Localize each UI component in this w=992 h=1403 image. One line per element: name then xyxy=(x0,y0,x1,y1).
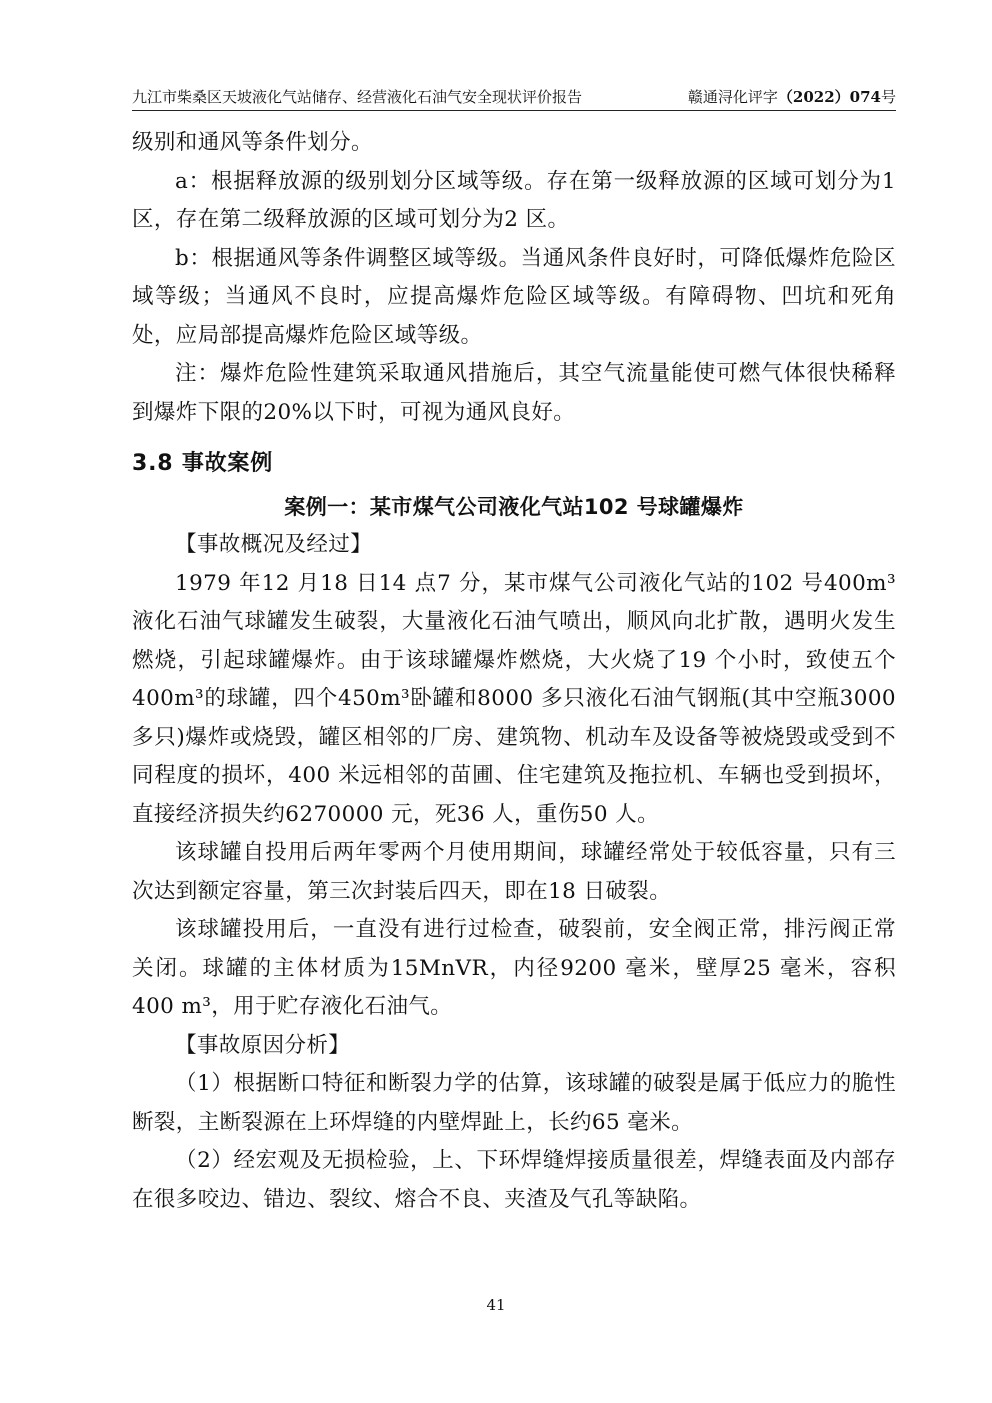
overview-paragraph-2: 该球罐自投用后两年零两个月使用期间，球罐经常处于较低容量，只有三次达到额定容量，第三次封装后四天，即在18 日破裂。 xyxy=(132,840,896,904)
overview-heading: 【事故概况及经过】 xyxy=(175,532,373,557)
page-number: 41 xyxy=(486,1296,506,1314)
page-header xyxy=(132,84,896,111)
overview-paragraph-3: 该球罐投用后，一直没有进行过检查，破裂前，安全阀正常，排污阀正常关闭。球罐的主体材质为15MnVR，内径9200 毫米，壁厚25 毫米，容积400 m³，用于贮存液化石油气。 xyxy=(132,917,896,1019)
paragraph-note: 注：爆炸危险性建筑采取通风措施后，其空气流量能使可燃气体很快稀释到爆炸下限的20%以下时，可视为通风良好。 xyxy=(132,361,896,425)
paragraph-continuation: 级别和通风等条件划分。 xyxy=(132,130,373,155)
overview-paragraph-1: 1979 年12 月18 日14 点7 分，某市煤气公司液化气站的102 号400m³液化石油气球罐发生破裂，大量液化石油气喷出，顺风向北扩散，遇明火发生燃烧，引起球罐爆炸。由于该球罐爆炸燃烧，大火烧了19 个小时，致使五个400m³的球罐，四个450m³卧罐和8000 多只液化石油气钢瓶(其中空瓶3000 多只)爆炸或烧毁，罐区相邻的厂房、建筑物、机动车及设备等被烧毁或受到不同程度的损坏，400 米远相邻的苗圃、住宅建筑及拖拉机、车辆也受到损坏，直接经济损失约6270000 元，死36 人，重伤50 人。 xyxy=(132,570,896,827)
doc-suffix: 号 xyxy=(880,88,896,106)
doc-prefix: 赣通浔化评字 xyxy=(687,88,778,106)
section-heading: 3.8 事故案例 xyxy=(132,451,274,476)
cause-paragraph-2: （2）经宏观及无损检验，上、下环焊缝焊接质量很差，焊缝表面及内部存在很多咬边、错边、裂纹、熔合不良、夹渣及气孔等缺陷。 xyxy=(132,1148,896,1212)
paragraph-rule-a: a：根据释放源的级别划分区域等级。存在第一级释放源的区域可划分为1 区，存在第二级释放源的区域可划分为2 区。 xyxy=(132,168,896,232)
report-title: 九江市柴桑区天坡液化气站储存、经营液化石油气安全现状评价报告 xyxy=(132,88,583,106)
doc-number: （2022）074 xyxy=(777,88,881,106)
cause-heading: 【事故原因分析】 xyxy=(175,1032,351,1058)
paragraph-rule-b: b：根据通风等条件调整区域等级。当通风条件良好时，可降低爆炸危险区域等级；当通风不良时，应提高爆炸危险区域等级。有障碍物、凹坑和死角处，应局部提高爆炸危险区域等级。 xyxy=(132,245,896,348)
case-title: 案例一：某市煤气公司液化气站102 号球罐爆炸 xyxy=(284,495,744,519)
page-body xyxy=(132,124,896,1219)
document-number xyxy=(688,86,896,107)
cause-paragraph-1: （1）根据断口特征和断裂力学的估算，该球罐的破裂是属于低应力的脆性断裂，主断裂源在上环焊缝的内壁焊趾上，长约65 毫米。 xyxy=(132,1071,896,1135)
